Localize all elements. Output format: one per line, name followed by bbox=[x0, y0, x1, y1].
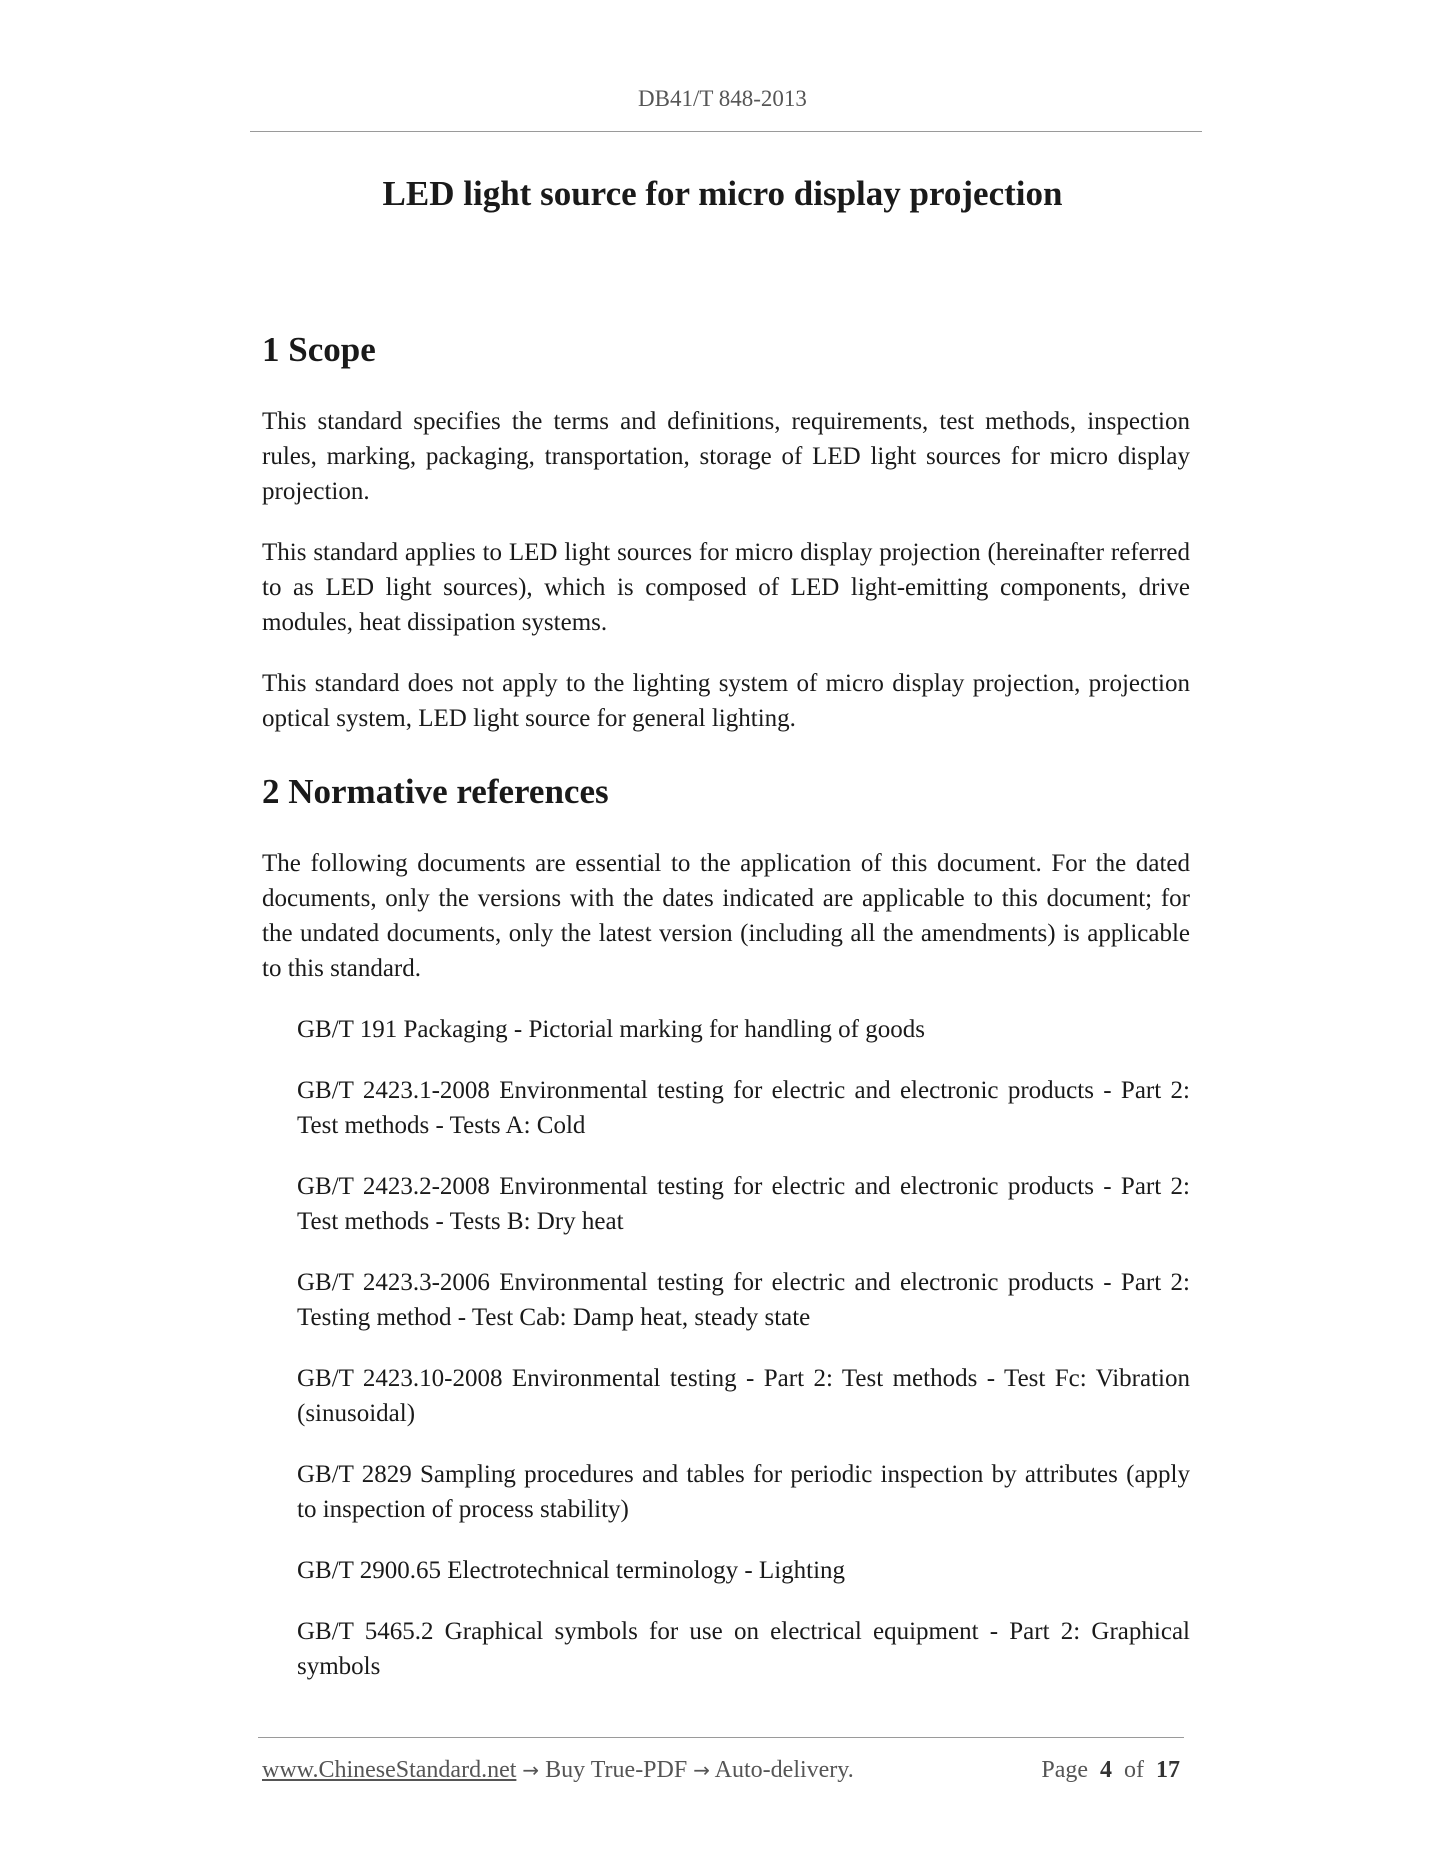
footer-promo bbox=[262, 1757, 854, 1784]
reference-item: GB/T 2423.10-2008 Environmental testing - Part 2: Test methods - Test Fc: Vibration (sinusoidal) bbox=[297, 1365, 1190, 1427]
references-intro-paragraph: The following documents are essential to the application of this document. For the dated documents, only the versions with the dates indicated are applicable to this document; for the undated documents, only the latest version (including all the amendments) is applicable to this standard. bbox=[262, 850, 1190, 982]
page-label: Page bbox=[1041, 1757, 1088, 1783]
reference-item: GB/T 2423.1-2008 Environmental testing for electric and electronic products - Part 2: Test methods - Tests A: Cold bbox=[297, 1077, 1190, 1139]
document-body bbox=[262, 330, 1190, 1710]
total-pages-number: 17 bbox=[1156, 1757, 1180, 1783]
section-heading-scope: 1 Scope bbox=[262, 330, 376, 369]
arrow-right-icon: → bbox=[522, 1758, 540, 1782]
reference-item: GB/T 2829 Sampling procedures and tables for periodic inspection by attributes (apply to inspection of process stability) bbox=[297, 1461, 1190, 1523]
reference-item: GB/T 2423.3-2006 Environmental testing for electric and electronic products - Part 2: Testing method - Test Cab: Damp heat, steady state bbox=[297, 1269, 1190, 1331]
chinesestandard-link[interactable]: www.ChineseStandard.net bbox=[262, 1757, 517, 1783]
reference-item: GB/T 5465.2 Graphical symbols for use on electrical equipment - Part 2: Graphical symbols bbox=[297, 1618, 1190, 1680]
current-page-number: 4 bbox=[1100, 1757, 1112, 1783]
auto-delivery-text: Auto-delivery. bbox=[714, 1757, 854, 1783]
reference-item: GB/T 2900.65 Electrotechnical terminology - Lighting bbox=[297, 1557, 846, 1584]
header-document-code: DB41/T 848-2013 bbox=[638, 86, 807, 111]
header-divider bbox=[250, 131, 1202, 132]
scope-paragraph: This standard specifies the terms and definitions, requirements, test methods, inspection rules, marking, packaging, transportation, storage of LED light sources for micro display projection. bbox=[262, 408, 1190, 505]
section-heading-normative-references: 2 Normative references bbox=[262, 772, 609, 811]
arrow-right-icon: → bbox=[693, 1758, 710, 1782]
document-title: LED light source for micro display projection bbox=[382, 174, 1063, 213]
page-indicator bbox=[1041, 1757, 1180, 1784]
footer-divider bbox=[258, 1737, 1184, 1738]
of-label: of bbox=[1124, 1757, 1144, 1783]
reference-item: GB/T 2423.2-2008 Environmental testing for electric and electronic products - Part 2: Test methods - Tests B: Dry heat bbox=[297, 1173, 1190, 1235]
reference-item: GB/T 191 Packaging - Pictorial marking for handling of goods bbox=[297, 1016, 925, 1043]
scope-paragraph: This standard does not apply to the lighting system of micro display projection, projection optical system, LED light source for general lighting. bbox=[262, 670, 1190, 732]
buy-true-pdf-text: Buy True-PDF bbox=[545, 1757, 688, 1783]
scope-paragraph: This standard applies to LED light sources for micro display projection (hereinafter referred to as LED light sources), which is composed of LED light-emitting components, drive modules, heat dissipation systems. bbox=[262, 539, 1190, 636]
